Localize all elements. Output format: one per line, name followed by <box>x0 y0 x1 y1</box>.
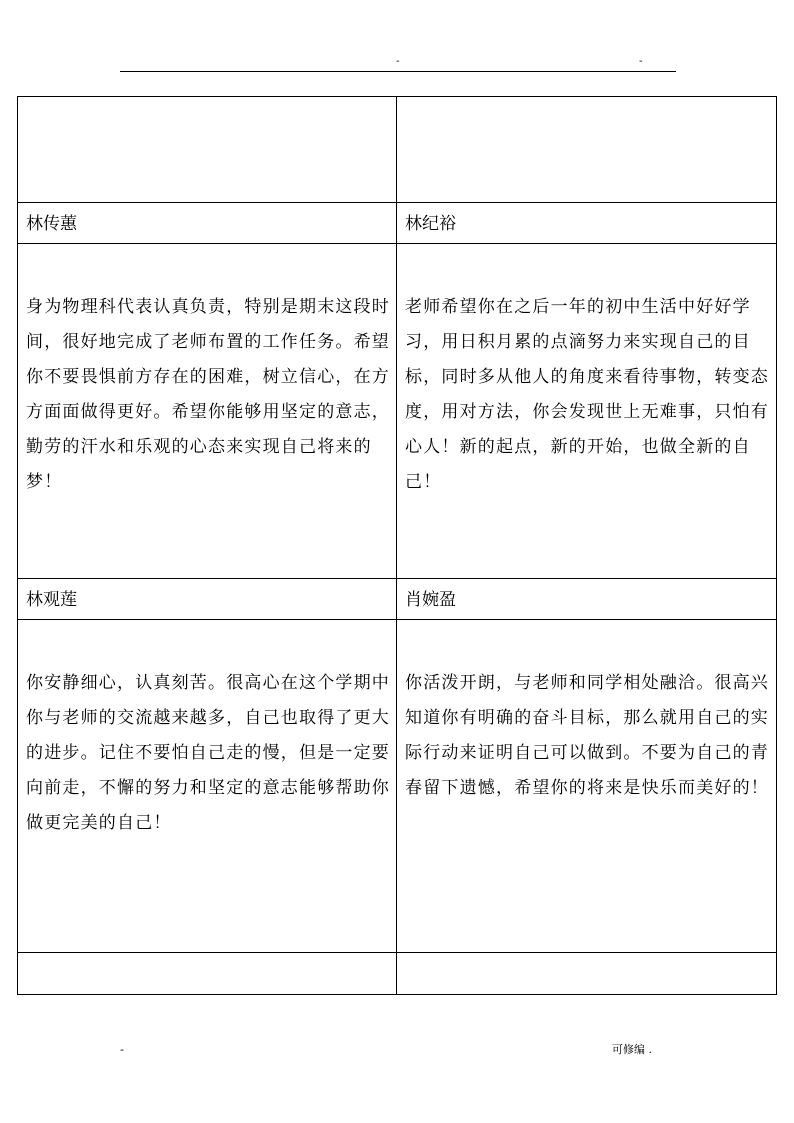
student-name: 林纪裕 <box>397 203 777 244</box>
teacher-comment: 身为物理科代表认真负责，特别是期末这段时间，很好地完成了老师布置的工作任务。希望你不要畏惧前方存在的困难，树立信心，在方方面面做得更好。希望你能够用坚定的意志，勤劳的汗水和乐观的心态来实现自己将来的梦！ <box>18 244 397 579</box>
footer-editable-label: 可修编 . <box>612 1043 652 1056</box>
teacher-comment: 你安静细心，认真刻苦。很高心在这个学期中你与老师的交流越来越多，自己也取得了更大的进步。记住不要怕自己走的慢，但是一定要向前走，不懈的努力和坚定的意志能够帮助你做更完美的自己！ <box>18 620 397 953</box>
footer-mark-left: - <box>120 1043 124 1056</box>
empty-cell <box>397 97 777 203</box>
table-row-names <box>18 579 777 620</box>
student-name: 林传蕙 <box>18 203 397 244</box>
comment-table <box>17 96 777 995</box>
header-mark-left: - <box>396 56 400 67</box>
table-row-comments <box>18 244 777 579</box>
empty-cell <box>18 97 397 203</box>
student-name: 林观莲 <box>18 579 397 620</box>
table-row-comments <box>18 620 777 953</box>
teacher-comment: 老师希望你在之后一年的初中生活中好好学习，用日积月累的点滴努力来实现自己的目标，同时多从他人的角度来看待事物，转变态度，用对方法，你会发现世上无难事，只怕有心人！新的起点，新的开始，也做全新的自己！ <box>397 244 777 579</box>
empty-cell <box>18 953 397 995</box>
teacher-comment: 你活泼开朗，与老师和同学相处融洽。很高兴知道你有明确的奋斗目标，那么就用自己的实际行动来证明自己可以做到。不要为自己的青春留下遗憾，希望你的将来是快乐而美好的！ <box>397 620 777 953</box>
table-row-names <box>18 203 777 244</box>
header-mark-right: - <box>639 56 643 67</box>
table-row-empty-top <box>18 97 777 203</box>
empty-cell <box>397 953 777 995</box>
header-rule <box>120 71 676 72</box>
student-name: 肖婉盈 <box>397 579 777 620</box>
table-row-empty-bottom <box>18 953 777 995</box>
